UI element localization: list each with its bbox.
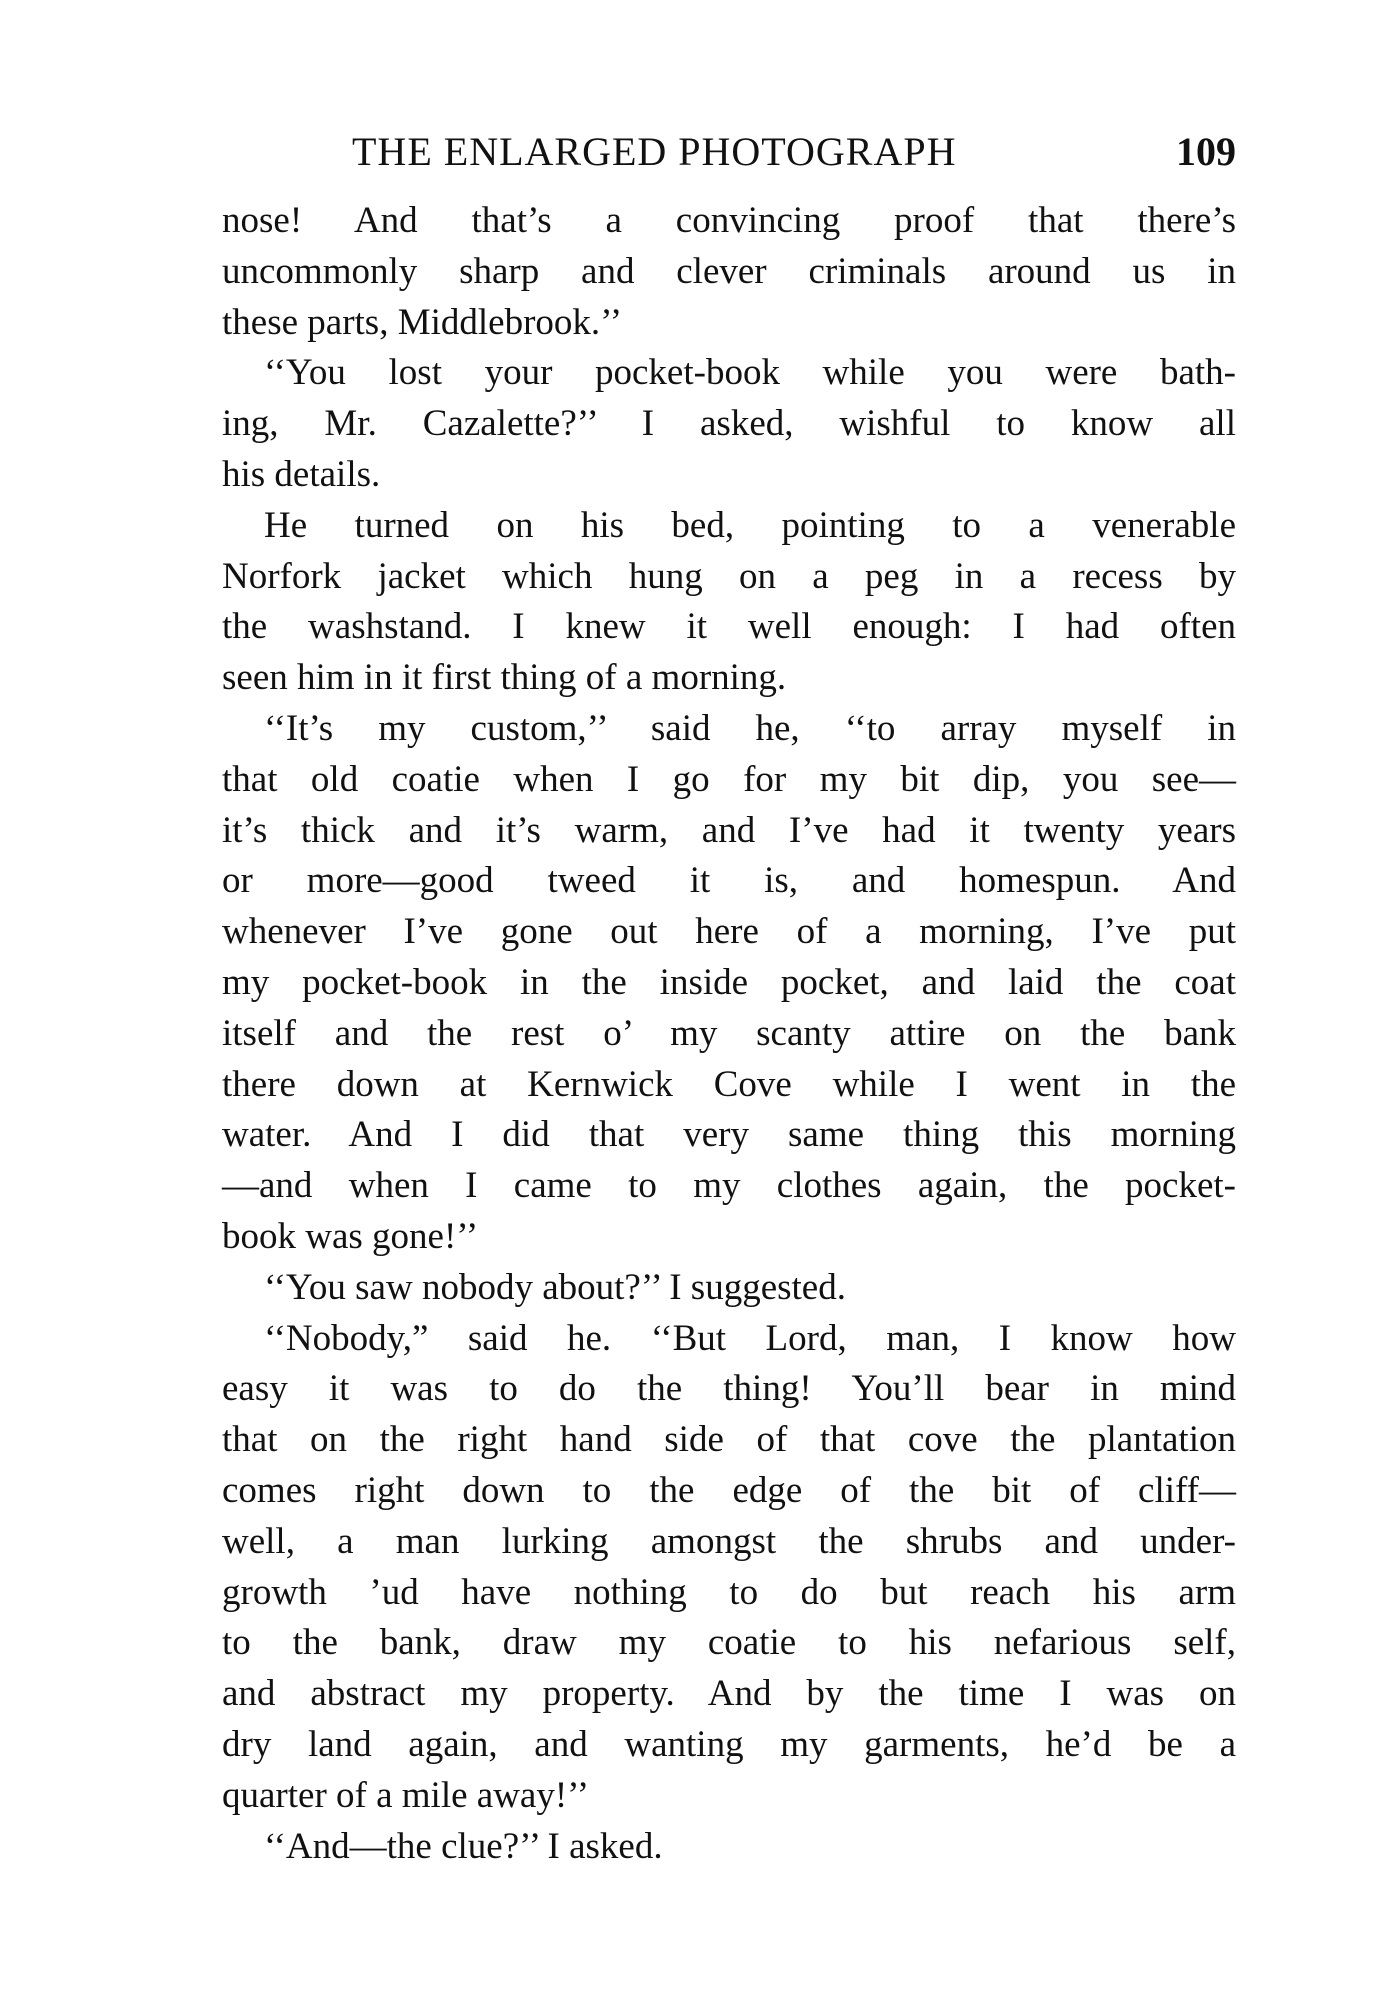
text-line: comes right down to the edge of the bit of cliff— xyxy=(222,1469,1236,1511)
text-line: Norfork jacket which hung on a peg in a recess by xyxy=(222,555,1236,597)
body-text xyxy=(222,196,1236,1872)
text-line: seen him in it first thing of a morning. xyxy=(222,657,787,699)
text-line: growth ’ud have nothing to do but reach his arm xyxy=(222,1571,1236,1613)
text-line: easy it was to do the thing! You’ll bear in mind xyxy=(222,1368,1236,1410)
text-line: these parts, Middlebrook.’’ xyxy=(222,301,623,343)
text-line: ‘‘It’s my custom,’’ said he, ‘‘to array myself in xyxy=(264,707,1236,749)
text-line: He turned on his bed, pointing to a venerable xyxy=(264,504,1236,546)
text-line: water. And I did that very same thing this morning xyxy=(222,1114,1236,1156)
text-line: ‘‘Nobody,” said he. ‘‘But Lord, man, I know how xyxy=(264,1317,1236,1359)
text-line: ing, Mr. Cazalette?’’ I asked, wishful to know all xyxy=(222,403,1236,445)
text-line: or more—good tweed it is, and homespun. And xyxy=(222,860,1236,902)
text-line: quarter of a mile away!’’ xyxy=(222,1774,590,1816)
text-line: and abstract my property. And by the time I was on xyxy=(222,1673,1236,1715)
text-line: book was gone!’’ xyxy=(222,1215,479,1257)
text-line: there down at Kernwick Cove while I went in the xyxy=(222,1063,1236,1105)
page-number: 109 xyxy=(1176,129,1236,174)
text-line: my pocket-book in the inside pocket, and laid the coat xyxy=(222,961,1236,1003)
running-head: THE ENLARGED PHOTOGRAPH xyxy=(352,129,957,174)
page-header xyxy=(352,128,1236,188)
text-line: nose! And that’s a convincing proof that there’s xyxy=(222,200,1236,241)
text-line: itself and the rest o’ my scanty attire on the bank xyxy=(222,1012,1236,1054)
text-line: that old coatie when I go for my bit dip, you see— xyxy=(222,758,1236,800)
text-line: the washstand. I knew it well enough: I had often xyxy=(222,606,1236,648)
text-line: ‘‘And—the clue?’’ I asked. xyxy=(264,1825,663,1867)
text-line: his details. xyxy=(222,453,381,495)
text-line: uncommonly sharp and clever criminals around us in xyxy=(222,250,1236,292)
text-line: to the bank, draw my coatie to his nefarious self, xyxy=(222,1622,1236,1664)
text-line: ‘‘You lost your pocket-book while you were bath- xyxy=(264,352,1236,394)
text-line: whenever I’ve gone out here of a morning, I’ve put xyxy=(222,911,1236,953)
text-line: that on the right hand side of that cove the plantation xyxy=(222,1419,1236,1461)
text-line: ‘‘You saw nobody about?’’ I suggested. xyxy=(264,1266,846,1308)
text-line: well, a man lurking amongst the shrubs and under- xyxy=(222,1520,1236,1562)
text-line: —and when I came to my clothes again, the pocket- xyxy=(222,1165,1236,1207)
text-line: dry land again, and wanting my garments, he’d be a xyxy=(222,1723,1236,1765)
text-line: it’s thick and it’s warm, and I’ve had it twenty years xyxy=(222,809,1236,851)
